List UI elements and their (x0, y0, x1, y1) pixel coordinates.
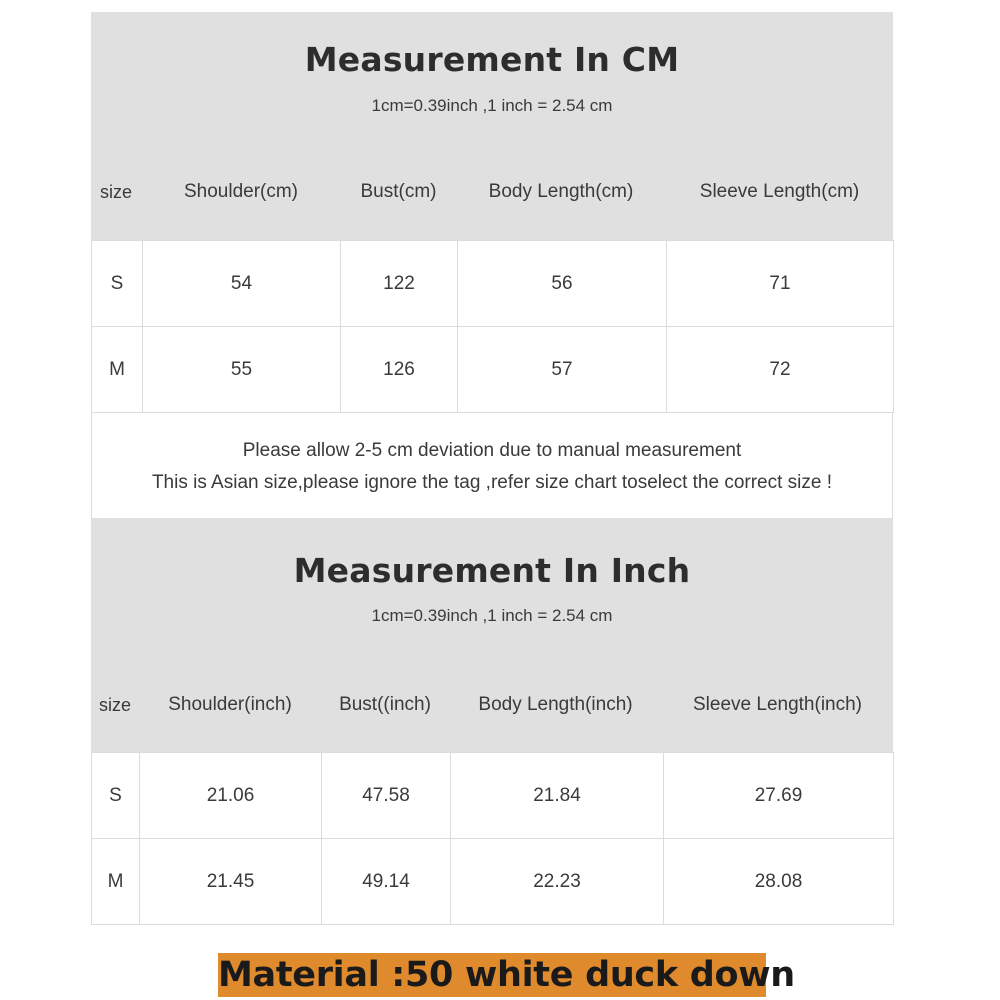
cm-shoulder-s: 54 (143, 241, 341, 327)
cm-bust-s: 122 (341, 241, 458, 327)
cm-header-size: size (99, 182, 132, 202)
inch-chart-title: Measurement In Inch (293, 551, 691, 590)
cm-shoulder-m: 55 (143, 327, 341, 413)
cm-sleeve-length-s: 71 (667, 241, 894, 327)
cm-header-shoulder: Shoulder(cm) (183, 181, 299, 202)
inch-header-size: size (98, 695, 131, 715)
inch-conversion-note: 1cm=0.39inch ,1 inch = 2.54 cm (371, 606, 613, 625)
cm-conversion-note: 1cm=0.39inch ,1 inch = 2.54 cm (371, 96, 613, 115)
table-row (92, 839, 894, 925)
inch-sleeve-length-m: 28.08 (664, 839, 894, 925)
table-row (92, 327, 894, 413)
table-row (92, 241, 894, 327)
inch-size-table (91, 752, 894, 925)
cm-sleeve-length-m: 72 (667, 327, 894, 413)
cm-size-s: S (92, 241, 143, 327)
inch-body-length-m: 22.23 (451, 839, 664, 925)
cm-header-sleeve-length: Sleeve Length(cm) (699, 181, 860, 202)
cm-body-length-m: 57 (458, 327, 667, 413)
inch-shoulder-m: 21.45 (140, 839, 322, 925)
cm-header-bust: Bust(cm) (360, 181, 437, 202)
asian-size-note: This is Asian size,please ignore the tag ,refer size chart toselect the correct size ! (151, 472, 833, 493)
inch-chart-header (91, 518, 893, 752)
inch-header-bust: Bust((inch) (339, 694, 431, 715)
inch-header-sleeve-length: Sleeve Length(inch) (693, 694, 862, 715)
inch-column-headers (91, 690, 893, 720)
cm-column-headers (91, 177, 893, 207)
cm-size-m: M (92, 327, 143, 413)
cm-chart-title: Measurement In CM (304, 40, 680, 79)
cm-size-chart (91, 12, 893, 519)
inch-size-m: M (92, 839, 140, 925)
inch-header-body-length: Body Length(inch) (478, 694, 633, 715)
inch-bust-s: 47.58 (322, 753, 451, 839)
deviation-notes (91, 413, 893, 519)
inch-header-shoulder: Shoulder(inch) (168, 694, 292, 715)
deviation-note: Please allow 2-5 cm deviation due to manual measurement (242, 440, 742, 461)
table-row (92, 753, 894, 839)
inch-bust-m: 49.14 (322, 839, 451, 925)
cm-header-body-length: Body Length(cm) (488, 181, 634, 202)
inch-size-chart (91, 518, 893, 925)
cm-chart-header (91, 12, 893, 240)
inch-size-s: S (92, 753, 140, 839)
material-banner: Material :50 white duck down (218, 955, 795, 995)
inch-sleeve-length-s: 27.69 (664, 753, 894, 839)
inch-body-length-s: 21.84 (451, 753, 664, 839)
inch-shoulder-s: 21.06 (140, 753, 322, 839)
cm-bust-m: 126 (341, 327, 458, 413)
cm-body-length-s: 56 (458, 241, 667, 327)
cm-size-table (91, 240, 894, 413)
